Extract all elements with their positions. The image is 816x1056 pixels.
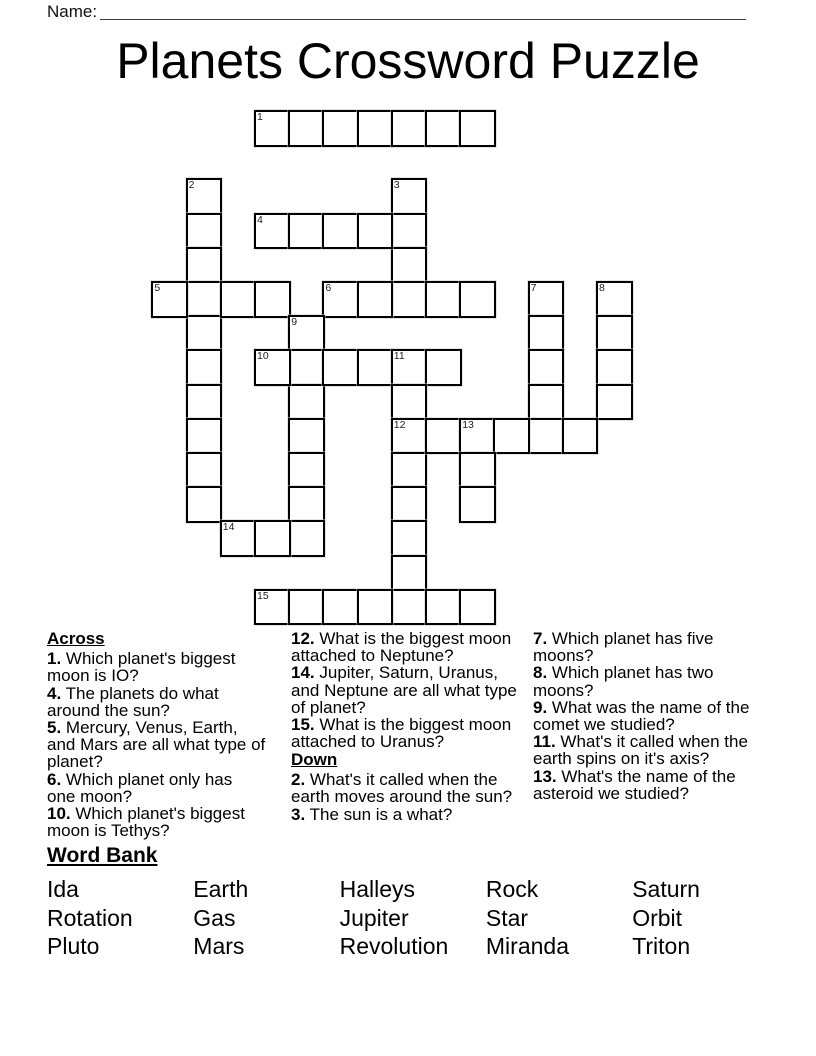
grid-cell — [254, 213, 291, 250]
grid-cell — [459, 281, 496, 318]
clue-down-3: 3. The sun is a what? — [291, 804, 453, 824]
clue-down-9: 9. What was the name of the comet we studied? — [533, 697, 750, 735]
grid-cell — [357, 349, 394, 386]
down-heading: Down — [291, 749, 338, 769]
grid-cell — [596, 315, 633, 352]
grid-cell — [186, 486, 223, 523]
grid-cell — [186, 247, 223, 284]
clue-down-11: 11. What's it called when the earth spins on it's axis? — [533, 732, 748, 769]
grid-cell — [288, 213, 325, 250]
clue-across-5: 5. Mercury, Venus, Earth, and Mars are all what type of planet? — [47, 718, 266, 772]
grid-cell — [596, 349, 633, 386]
page-title: Planets Crossword Puzzle — [116, 33, 700, 89]
clue-number: 11. — [533, 732, 556, 752]
cell-number-label: 6 — [325, 282, 332, 294]
grid-cell — [254, 589, 291, 626]
grid-cell — [425, 281, 462, 318]
grid-cell — [288, 384, 325, 421]
grid-cell — [425, 349, 462, 386]
cell-number-label: 9 — [291, 316, 298, 329]
clue-down-13: 13. What's the name of the asteroid we studied? — [533, 766, 736, 803]
clue-number: 1. — [47, 649, 62, 669]
word-bank-word: Halleys — [339, 876, 416, 902]
clue-number: 2. — [291, 770, 306, 790]
clue-number: 3. — [291, 804, 306, 824]
clue-across-14: 14. Jupiter, Saturn, Uranus, and Neptune are all what type of planet? — [291, 663, 517, 717]
clue-number: 5. — [47, 718, 62, 738]
grid-cell — [391, 247, 428, 284]
clue-column-left — [47, 630, 265, 839]
grid-cell — [425, 110, 462, 147]
grid-cell — [186, 384, 223, 421]
grid-cell — [186, 349, 223, 386]
cell-number-label: 1 — [257, 111, 263, 123]
grid-cell — [220, 281, 257, 318]
word-bank-word: Jupiter — [339, 904, 409, 931]
grid-cell — [288, 315, 325, 352]
word-bank-section — [47, 844, 700, 961]
grid-cell — [288, 452, 325, 489]
grid-cell — [254, 520, 291, 557]
clue-across-15: 15. What is the biggest moon attached to Uranus? — [291, 715, 512, 752]
cell-number-label: 7 — [530, 282, 537, 294]
word-bank-word: Gas — [193, 904, 236, 931]
grid-cell — [288, 520, 325, 557]
grid-cell — [186, 418, 223, 455]
clue-across-12: 12. What is the biggest moon attached to Neptune? — [291, 629, 512, 666]
grid-cell — [391, 349, 428, 386]
grid-cell — [459, 486, 496, 523]
grid-cell — [528, 418, 565, 455]
grid-cell — [459, 110, 496, 147]
grid-cell — [528, 349, 565, 386]
grid-cell — [425, 589, 462, 626]
word-bank-word: Mars — [193, 933, 245, 960]
grid-cell — [288, 418, 325, 455]
cell-number-label: 14 — [222, 521, 235, 534]
grid-cell — [391, 520, 428, 557]
grid-cell — [186, 452, 223, 489]
grid-cell — [596, 384, 633, 421]
grid-cell — [322, 349, 359, 386]
grid-cell — [357, 213, 394, 250]
grid-cell — [322, 589, 359, 626]
word-bank-word: Earth — [193, 876, 249, 902]
clue-number: 12. — [291, 629, 315, 648]
grid-cell — [528, 315, 565, 352]
grid-cell — [459, 418, 496, 455]
clue-column-right — [533, 630, 763, 802]
grid-cell — [288, 589, 325, 626]
down-clues-group-1 — [291, 771, 521, 823]
across-clues-group-1 — [47, 650, 265, 839]
word-bank-grid — [47, 875, 700, 961]
grid-cell — [459, 589, 496, 626]
grid-cell — [391, 418, 428, 455]
name-label: Name: — [47, 2, 98, 21]
grid-cell — [528, 384, 565, 421]
across-heading: Across — [47, 629, 105, 648]
grid-cell — [220, 520, 257, 557]
clue-across-10: 10. Which planet's biggest moon is Tethys? — [47, 804, 245, 841]
grid-cell — [186, 315, 223, 352]
clue-number: 14. — [291, 663, 315, 683]
clue-number: 10. — [47, 804, 71, 824]
cell-number-label: 10 — [257, 350, 269, 363]
grid-cell — [596, 281, 633, 318]
word-bank-word: Miranda — [485, 933, 569, 960]
grid-cell — [186, 213, 223, 250]
word-bank-word: Rock — [485, 876, 539, 902]
grid-cell — [391, 589, 428, 626]
cell-number-label: 2 — [188, 179, 195, 192]
grid-cell — [322, 281, 359, 318]
clue-column-middle — [291, 630, 521, 823]
across-clues-group-2 — [291, 630, 521, 750]
grid-cell — [322, 213, 359, 250]
word-bank-word: Rotation — [47, 904, 133, 931]
grid-cell — [322, 110, 359, 147]
grid-cell — [391, 486, 428, 523]
word-bank-word: Triton — [632, 933, 691, 960]
clue-down-7: 7. Which planet has five moons? — [533, 629, 714, 666]
clue-number: 6. — [47, 769, 62, 789]
grid-cell — [391, 281, 428, 318]
grid-cell — [391, 384, 428, 421]
grid-cell — [357, 589, 394, 626]
grid-cell — [391, 555, 428, 592]
word-bank-word: Saturn — [632, 876, 700, 902]
grid-cell — [186, 178, 223, 215]
grid-cell — [391, 213, 428, 250]
grid-cell — [254, 110, 291, 147]
cell-number-label: 15 — [257, 589, 269, 602]
cell-number-label: 4 — [257, 213, 263, 226]
grid-cell — [254, 349, 291, 386]
grid-cell — [562, 418, 599, 455]
clue-number: 9. — [533, 697, 548, 717]
grid-cell — [254, 281, 291, 318]
clue-number: 13. — [533, 766, 557, 786]
clue-down-2: 2. What's it called when the earth moves around the sun? — [291, 770, 513, 807]
clue-number: 4. — [47, 683, 62, 703]
cell-number-label: 8 — [599, 282, 605, 294]
cell-number-label: 3 — [393, 179, 400, 192]
word-bank-word: Star — [485, 904, 529, 931]
clue-number: 7. — [533, 629, 548, 648]
clue-across-1: 1. Which planet's biggest moon is IO? — [47, 649, 236, 686]
word-bank-word: Revolution — [339, 933, 449, 960]
clue-across-6: 6. Which planet only has one moon? — [47, 769, 233, 806]
grid-cell — [288, 349, 325, 386]
cell-number-label: 5 — [154, 282, 161, 294]
grid-cell — [528, 281, 565, 318]
clue-down-8: 8. Which planet has two moons? — [533, 663, 714, 700]
word-bank-word: Ida — [47, 876, 79, 902]
grid-cell — [288, 486, 325, 523]
grid-cell — [357, 110, 394, 147]
cell-number-label: 12 — [393, 418, 406, 431]
cell-number-label: 11 — [393, 350, 405, 363]
word-bank-word: Pluto — [47, 933, 100, 960]
clue-number: 8. — [533, 663, 548, 683]
grid-cell — [391, 110, 428, 147]
clue-across-4: 4. The planets do what around the sun? — [47, 683, 219, 720]
grid-cell — [391, 452, 428, 489]
cell-number-label: 13 — [462, 418, 474, 431]
down-clues-group-2 — [533, 630, 763, 802]
word-bank-heading: Word Bank — [47, 844, 158, 867]
grid-cell — [459, 452, 496, 489]
grid-cell — [151, 281, 188, 318]
word-bank-word: Orbit — [632, 904, 683, 931]
grid-cell — [425, 418, 462, 455]
grid-cell — [288, 110, 325, 147]
grid-cell — [186, 281, 223, 318]
grid-cell — [391, 178, 428, 215]
grid-cell — [357, 281, 394, 318]
grid-cell — [493, 418, 530, 455]
clue-number: 15. — [291, 715, 315, 735]
